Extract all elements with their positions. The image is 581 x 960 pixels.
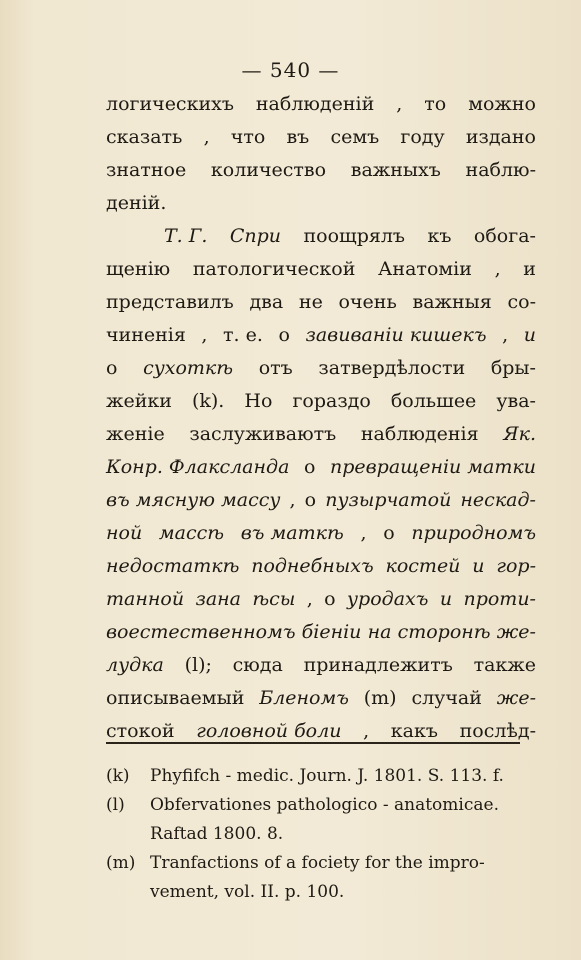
word: важныя	[412, 291, 492, 313]
text-line	[106, 253, 536, 286]
word: нескад-	[460, 489, 536, 511]
text-line	[106, 220, 536, 253]
word: Но	[244, 390, 273, 412]
word: можно	[468, 93, 536, 115]
word: ,	[363, 720, 370, 742]
word: и	[523, 258, 536, 280]
text-line	[106, 352, 536, 385]
word: описываемый	[106, 687, 245, 709]
word: поднебныхъ	[251, 555, 374, 577]
word: къ	[427, 225, 452, 247]
footnote-marker: (l)	[106, 795, 125, 815]
word: ува-	[496, 390, 536, 412]
word: сюда	[232, 654, 283, 676]
word: и	[472, 555, 485, 577]
word: гораздо	[292, 390, 371, 412]
word: въ маткѣ	[240, 522, 344, 544]
word: издано	[465, 126, 536, 148]
word: со-	[507, 291, 536, 313]
text-line	[106, 286, 536, 319]
word: отъ	[258, 357, 293, 379]
word: массѣ	[158, 522, 225, 544]
word: два	[249, 291, 284, 313]
word: (m)	[363, 687, 397, 709]
word: гор-	[496, 555, 536, 577]
word: въ	[286, 126, 310, 148]
word: послѣд-	[459, 720, 536, 742]
word: патологической	[192, 258, 356, 280]
word: также	[473, 654, 536, 676]
word: о	[303, 456, 316, 478]
word: что	[230, 126, 266, 148]
word: семъ	[330, 126, 380, 148]
word: же-	[496, 621, 536, 643]
word: щенію	[106, 258, 171, 280]
text-line	[106, 682, 536, 715]
text-line	[106, 616, 536, 649]
word: воестественномъ	[106, 621, 296, 643]
text-line	[106, 319, 536, 352]
word: принадлежитъ	[303, 654, 453, 676]
word: ,	[201, 324, 208, 346]
word: уродахъ	[347, 588, 429, 610]
word: Як.	[503, 423, 536, 445]
word: и	[523, 324, 536, 346]
text-line	[106, 154, 536, 187]
word: пузырчатой	[325, 489, 452, 511]
word: какъ	[390, 720, 438, 742]
word: ѣсы	[252, 588, 296, 610]
word: бры-	[490, 357, 536, 379]
word: не	[298, 291, 323, 313]
word: то	[424, 93, 447, 115]
footnote-separator	[106, 742, 520, 744]
word: сторонѣ	[397, 621, 491, 643]
word: о	[324, 588, 336, 610]
word: танной	[106, 588, 185, 610]
word: наблю-	[465, 159, 536, 181]
word: ной	[106, 522, 143, 544]
footnote	[106, 791, 536, 849]
word: костей	[385, 555, 461, 577]
word: наблюденій	[255, 93, 375, 115]
text-line	[106, 550, 536, 583]
word: поощрялъ	[303, 225, 406, 247]
word: Спри	[229, 225, 282, 247]
text-line	[106, 517, 536, 550]
word: заслуживаютъ	[189, 423, 337, 445]
word: сказать	[106, 126, 183, 148]
footnote-text: Tranfactions of a fociety for the impro- vement, vol. II. p. 100.	[150, 853, 485, 902]
word: ,	[289, 489, 296, 511]
text-line	[106, 187, 536, 220]
word: ,	[494, 258, 501, 280]
word: Т. Г.	[164, 225, 208, 247]
word: въ мясную массу	[106, 489, 281, 511]
word: и	[439, 588, 453, 610]
word: зана	[195, 588, 242, 610]
word: сухоткѣ	[143, 357, 234, 379]
text-line	[106, 484, 536, 517]
word: чиненія	[106, 324, 186, 346]
word: (l);	[184, 654, 212, 676]
word: знатное	[106, 159, 187, 181]
text-line	[106, 649, 536, 682]
word: ,	[502, 324, 509, 346]
word: затвердѣлости	[318, 357, 466, 379]
word: наблюденія	[360, 423, 479, 445]
word: важныхъ	[350, 159, 441, 181]
word: большее	[390, 390, 477, 412]
word: логическихъ	[106, 93, 234, 115]
footnote	[106, 762, 536, 791]
word: на	[367, 621, 392, 643]
text-line	[106, 88, 536, 121]
text-line	[106, 385, 536, 418]
word: обога-	[473, 225, 536, 247]
word: (k).	[191, 390, 225, 412]
word: т. е.	[223, 324, 263, 346]
word: ,	[306, 588, 313, 610]
word: очень	[338, 291, 397, 313]
text-line	[106, 583, 536, 616]
word: проти-	[463, 588, 536, 610]
footnote	[106, 849, 536, 907]
text-line	[106, 418, 536, 451]
text-line	[106, 451, 536, 484]
word: жейки	[106, 390, 172, 412]
page-number: — 540 —	[241, 58, 340, 82]
word: природномъ	[411, 522, 536, 544]
word: о	[106, 357, 118, 379]
word: головной боли	[196, 720, 342, 742]
footnote-marker: (k)	[106, 766, 130, 786]
word: представилъ	[106, 291, 234, 313]
word: стокой	[106, 720, 175, 742]
word: же-	[496, 687, 536, 709]
word: ,	[360, 522, 367, 544]
word: ,	[203, 126, 210, 148]
footnote-text: Phyfifch - medic. Journ. J. 1801. S. 113. f.	[150, 766, 504, 786]
word: біеніи	[301, 621, 362, 643]
word: Конр. Флаксланда	[106, 456, 290, 478]
word: Бленомъ	[259, 687, 349, 709]
text-line	[106, 121, 536, 154]
word: ,	[396, 93, 403, 115]
word: году	[400, 126, 445, 148]
word: количество	[210, 159, 327, 181]
word: о	[304, 489, 317, 511]
word: Анатоміи	[378, 258, 472, 280]
main-text	[106, 88, 536, 748]
footnotes	[106, 762, 536, 907]
word: о	[383, 522, 395, 544]
word: лудка	[106, 654, 164, 676]
word: недостаткѣ	[106, 555, 240, 577]
word: деній.	[106, 192, 167, 214]
word: случай	[411, 687, 482, 709]
word: завиваніи кишекъ	[305, 324, 487, 346]
word: женіе	[106, 423, 165, 445]
word: о	[278, 324, 290, 346]
footnote-marker: (m)	[106, 853, 136, 873]
footnote-text: Obfervationes pathologico - anatomicae. Raftad 1800. 8.	[150, 795, 499, 844]
word: превращеніи матки	[329, 456, 536, 478]
